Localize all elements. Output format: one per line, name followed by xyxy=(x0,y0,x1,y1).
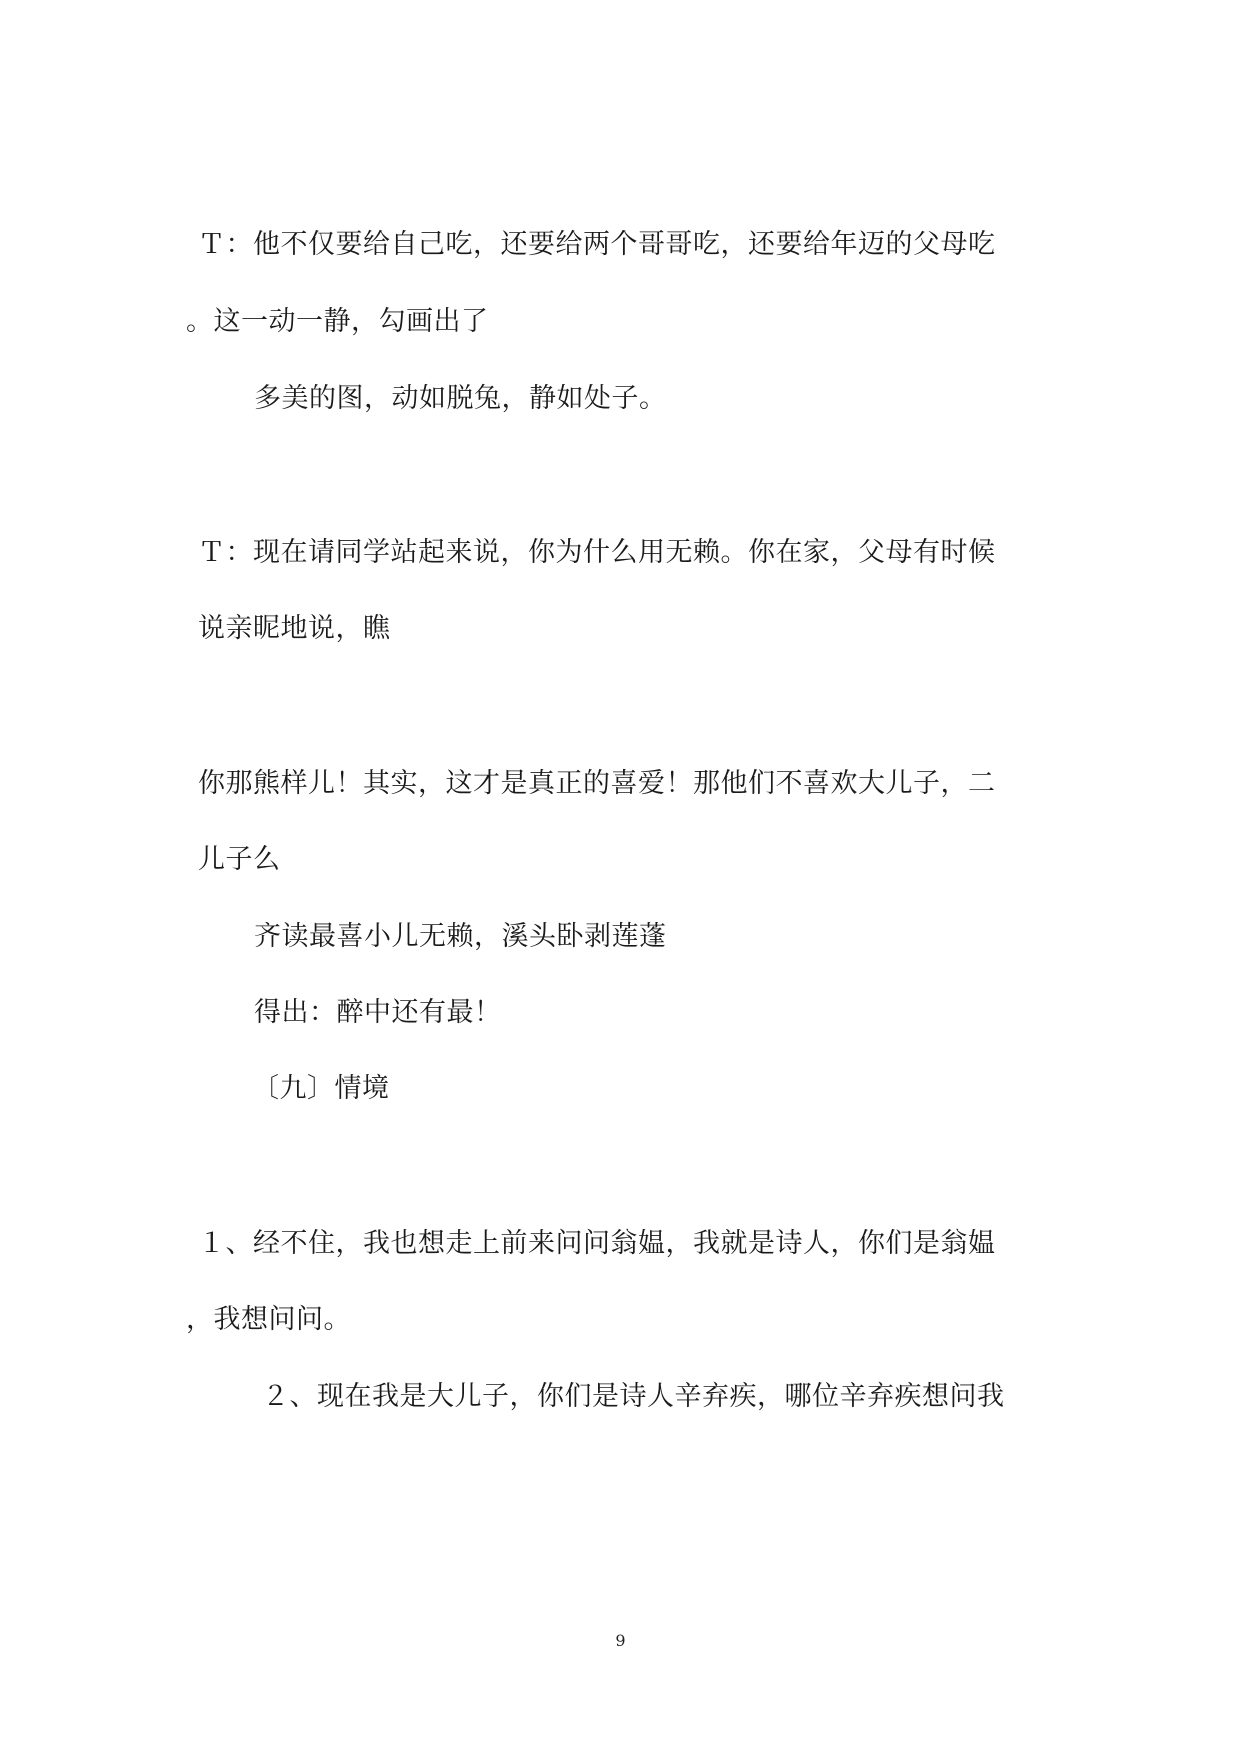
text-line: １、经不住，我也想走上前来问问翁媪，我就是诗人，你们是翁媪 xyxy=(198,1228,996,1259)
text-line: ，我想问问。 xyxy=(186,1304,351,1335)
text-line: 多美的图，动如脱兔，静如处子。 xyxy=(254,383,667,414)
text-line: 你那熊样儿！其实，这才是真正的喜爱！那他们不喜欢大儿子，二 xyxy=(198,768,996,799)
text-line: 齐读最喜小儿无赖，溪头卧剥莲蓬 xyxy=(254,921,667,952)
section-heading: 〔九〕情境 xyxy=(252,1073,390,1104)
text-line: 。这一动一静，勾画出了 xyxy=(186,306,489,337)
text-line: ２、现在我是大儿子，你们是诗人辛弃疾，哪位辛弃疾想问我 xyxy=(262,1381,1005,1412)
text-line: 儿子么 xyxy=(198,844,281,875)
text-line: Ｔ：他不仅要给自己吃，还要给两个哥哥吃，还要给年迈的父母吃 xyxy=(198,229,996,260)
page-number: 9 xyxy=(615,1631,626,1650)
text-line: Ｔ：现在请同学站起来说，你为什么用无赖。你在家，父母有时候 xyxy=(198,537,996,568)
text-line: 说亲昵地说，瞧 xyxy=(198,613,391,644)
text-line: 得出：醉中还有最！ xyxy=(254,997,502,1028)
